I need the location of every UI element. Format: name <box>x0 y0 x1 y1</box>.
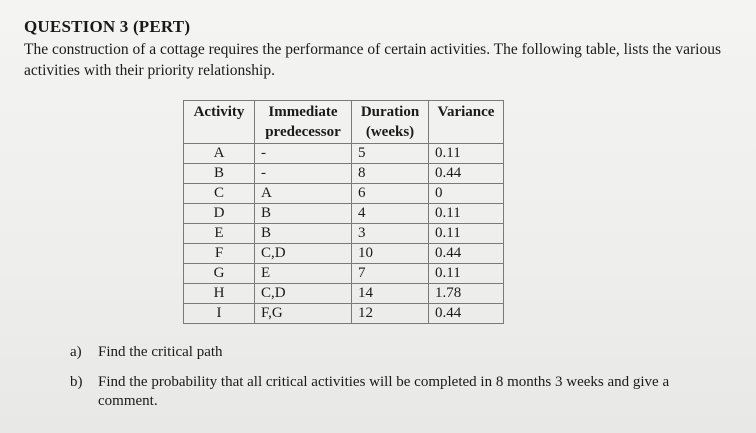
cell-duration: 7 <box>352 264 429 284</box>
cell-duration: 3 <box>352 224 429 244</box>
table-header-row <box>184 101 504 144</box>
table-row <box>184 144 504 164</box>
header-activity-label: Activity <box>193 104 245 120</box>
cell-activity: G <box>184 264 255 284</box>
table-row <box>184 284 504 304</box>
cell-activity: A <box>184 144 255 164</box>
cell-activity: C <box>184 184 255 204</box>
header-activity <box>184 101 255 144</box>
cell-variance: 0.11 <box>429 144 504 164</box>
question-label: b) <box>70 374 83 390</box>
cell-activity: F <box>184 244 255 264</box>
cell-predecessor: E <box>255 264 352 284</box>
question-item-b <box>70 373 710 411</box>
cell-activity: H <box>184 284 255 304</box>
question-text: Find the critical path <box>98 344 223 360</box>
table-row <box>184 264 504 284</box>
table-row <box>184 224 504 244</box>
cell-duration: 4 <box>352 204 429 224</box>
cell-predecessor: A <box>255 184 352 204</box>
header-predecessor-line1: Immediate <box>268 104 338 120</box>
cell-activity: I <box>184 304 255 324</box>
header-variance <box>429 101 504 144</box>
header-duration <box>352 101 429 144</box>
cell-predecessor: C,D <box>255 284 352 304</box>
cell-predecessor: F,G <box>255 304 352 324</box>
cell-predecessor: C,D <box>255 244 352 264</box>
cell-duration: 12 <box>352 304 429 324</box>
question-label: a) <box>70 344 82 360</box>
table-row <box>184 164 504 184</box>
table-row <box>184 204 504 224</box>
cell-variance: 0.11 <box>429 224 504 244</box>
question-title: QUESTION 3 (PERT) <box>24 17 191 36</box>
question-item-a <box>70 343 710 362</box>
cell-activity: B <box>184 164 255 184</box>
header-variance-label: Variance <box>437 104 495 120</box>
cell-predecessor: - <box>255 144 352 164</box>
activity-table-container <box>183 100 504 324</box>
cell-activity: E <box>184 224 255 244</box>
cell-predecessor: B <box>255 204 352 224</box>
table-row <box>184 244 504 264</box>
cell-variance: 0.11 <box>429 204 504 224</box>
cell-duration: 6 <box>352 184 429 204</box>
cell-activity: D <box>184 204 255 224</box>
cell-duration: 10 <box>352 244 429 264</box>
header-predecessor-line2: predecessor <box>265 124 341 140</box>
cell-variance: 1.78 <box>429 284 504 304</box>
cell-variance: 0.44 <box>429 304 504 324</box>
table-row <box>184 304 504 324</box>
cell-duration: 5 <box>352 144 429 164</box>
question-text: Find the probability that all critical activities will be completed in 8 months 3 weeks and give a comment. <box>98 374 670 409</box>
activity-table <box>183 100 504 324</box>
cell-predecessor: B <box>255 224 352 244</box>
cell-duration: 8 <box>352 164 429 184</box>
cell-variance: 0.11 <box>429 264 504 284</box>
cell-duration: 14 <box>352 284 429 304</box>
questions-list <box>70 343 710 422</box>
header-duration-line2: (weeks) <box>365 124 415 140</box>
cell-variance: 0.44 <box>429 164 504 184</box>
table-row <box>184 184 504 204</box>
intro-paragraph: The construction of a cottage requires the performance of certain activities. The following table, lists the various activities with their priority relationship. <box>24 41 721 79</box>
cell-variance: 0 <box>429 184 504 204</box>
header-duration-line1: Duration <box>360 104 420 120</box>
cell-predecessor: - <box>255 164 352 184</box>
header-predecessor <box>255 101 352 144</box>
cell-variance: 0.44 <box>429 244 504 264</box>
